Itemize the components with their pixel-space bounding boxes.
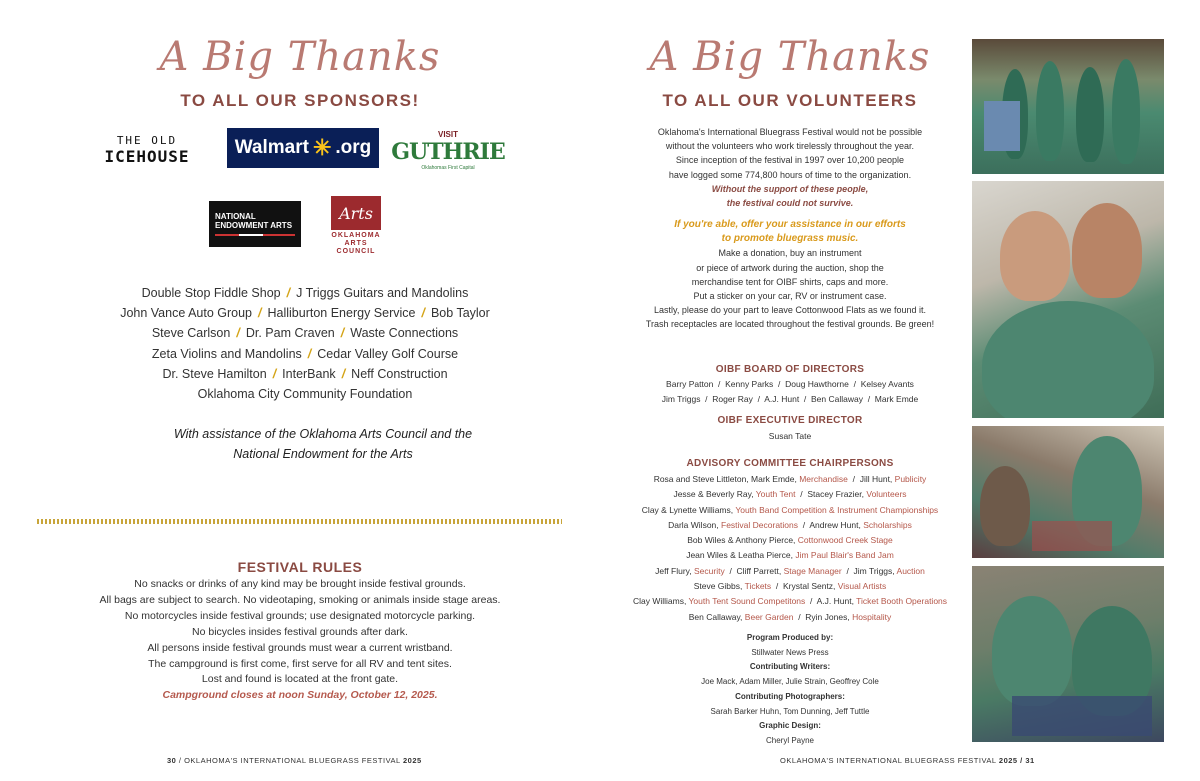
offer-callout [630,218,950,246]
program-credits [630,631,950,749]
committee-names: / Andrew Hunt, [798,519,864,530]
offer-line: Put a sticker on your car, RV or instrument case. [693,291,887,302]
board-lines [630,377,950,408]
dotted-divider [37,519,562,524]
exec-title: OIBF EXECUTIVE DIRECTOR [717,415,863,426]
intro-line: without the volunteers who work tirelessly throughout the year. [665,141,915,152]
sponsor-line [40,344,570,364]
left-page-number: 30 [167,756,177,765]
committee-role: Hospitality [852,611,892,622]
committee-role: Tickets [744,581,772,592]
credit-label: Graphic Design: [759,721,821,731]
oac-logo-mark: Arts [331,196,381,230]
oac-logo-line1: OKLAHOMA [331,232,381,239]
offer-line: Trash receptacles are located throughout the festival grounds. Be green! [645,319,935,330]
oac-logo-line3: COUNCIL [336,248,376,255]
icehouse-logo [88,132,206,168]
left-footer [167,756,422,765]
right-footer-year: 2025 [998,756,1018,765]
committee-names: Jeff Flury, [655,565,694,576]
offer-line: or piece of artwork during the auction, shop the [696,262,884,273]
slash-separator: / [286,286,291,300]
sponsor-name: Steve Carlson [151,326,231,341]
rule-line: No bicycles insides festival grounds after dark. [192,625,408,638]
intro-em-line: the festival could not survive. [726,198,854,209]
assistance-note [40,424,606,464]
committee-role: Merchandise [799,474,848,484]
credit-names: Cheryl Payne [765,735,815,745]
sponsor-line [40,384,570,404]
walmart-logo-text: Walmart [234,137,309,158]
volunteer-portrait-photo [972,181,1164,418]
advisory-line [630,518,950,533]
intro-lines [630,125,950,182]
sponsor-line [40,364,570,384]
offer-line: merchandise tent for OIBF shirts, caps and more. [691,276,889,287]
slash-separator: / [307,346,312,361]
credit-label: Contributing Photographers: [735,691,845,701]
committee-role: Jim Paul Blair's Band Jam [795,550,894,561]
advisory-line [630,503,950,518]
rule-line: All persons inside festival grounds must wear a current wristband. [147,641,453,654]
advisory-title: ADVISORY COMMITTEE CHAIRPERSONS [686,458,894,469]
committee-names: Jesse & Beverly Ray, [673,489,756,500]
walmart-org-logo [227,128,379,168]
festival-rules [40,577,560,704]
committee-names: Darla Wilson, [668,519,721,530]
volunteer-intro [630,125,950,210]
assistance-line-2: National Endowment for the Arts [233,447,413,461]
right-footer-text: OKLAHOMA'S INTERNATIONAL BLUEGRASS FESTIVAL [780,756,999,765]
committee-role: Youth Tent [755,489,796,500]
intro-line: have logged some 774,800 hours of time to the organization. [668,169,912,180]
sponsor-name: InterBank [282,366,336,381]
credit-label: Program Produced by: [746,633,834,642]
committee-role: Cottonwood Creek Stage [797,535,893,546]
rules-list [40,577,560,688]
intro-line: Oklahoma's International Bluegrass Festival would not be possible [657,127,923,137]
rules-closing: Campground closes at noon Sunday, October 12, 2025. [162,689,438,702]
sponsor-name: Dr. Steve Hamilton [162,366,267,381]
sponsor-name: Halliburton Energy Service [267,306,416,321]
sponsor-name: Bob Taylor [430,306,490,321]
advisory-line [630,472,950,487]
advisory-line [630,548,950,563]
oac-logo-text [331,232,380,256]
slash-separator: / [258,306,262,321]
committee-names: Steve Gibbs, [693,581,745,592]
sponsor-name: Cedar Valley Golf Course [317,346,459,361]
committee-names: / A.J. Hunt, [805,596,857,607]
guthrie-logo-name: GUTHRIE [391,138,505,165]
advisory-line [630,579,950,594]
rule-line: No motorcycles inside festival grounds; use designated motorcycle parking. [124,609,476,622]
nea-flag-bar [215,234,295,236]
walmart-spark-icon: ✳ [312,135,332,160]
committee-names: Ben Callaway, [688,611,745,622]
advisory-line [630,487,950,502]
committee-names: / Ryin Jones, [793,611,853,622]
committee-role: Auction [896,565,925,576]
sponsor-name: John Vance Auto Group [120,306,252,321]
advisory-line [630,610,950,625]
intro-emphasis [630,182,950,210]
committee-role: Youth Band Competition & Instrument Championships [735,504,939,515]
volunteers-subhead: TO ALL OUR VOLUNTEERS [662,91,918,110]
oac-logo-line2: ARTS [344,240,368,247]
committee-names: Clay Williams, [632,596,689,607]
festival-rules-title: FESTIVAL RULES [237,559,363,575]
sponsor-line [40,283,570,303]
sponsors-subhead: TO ALL OUR SPONSORS! [180,91,420,110]
committee-role: Youth Tent Sound Competitons [688,596,806,607]
intro-line: Since inception of the festival in 1997 over 10,200 people [675,155,905,166]
committee-names: / Jim Triggs, [841,565,897,576]
committee-names: / Cliff Parrett, [724,565,784,576]
board-title: OIBF BOARD OF DIRECTORS [715,364,865,375]
nea-logo [209,201,301,247]
icehouse-logo-big: ICEHOUSE [104,147,190,166]
advisory-lines [630,472,950,625]
sponsors-script-title: A Big Thanks [159,34,441,80]
oklahoma-arts-council-logo [330,194,382,258]
nea-logo-line2: ENDOWMENT ARTS [215,221,293,230]
rule-line: All bags are subject to search. No videotaping, smoking or animals inside stage areas. [99,593,501,606]
sponsor-name: J Triggs Guitars and Mandolins [296,286,469,300]
board-line: Jim Triggs / Roger Ray / A.J. Hunt / Ben Callaway / Mark Emde [661,394,919,405]
advisory-line [630,594,950,609]
icehouse-logo-small: THE OLD [116,134,178,147]
exec-name: Susan Tate [768,431,812,441]
offer-line: Lastly, please do your part to leave Cottonwood Flats as we found it. [654,305,926,316]
volunteer-group-photo [972,39,1164,174]
slash-separator: / [341,366,346,381]
rule-line: The campground is first come, first serve for all RV and tent sites. [148,657,452,670]
slash-separator: / [340,326,345,341]
offer-line: Make a donation, buy an instrument [718,248,862,259]
committee-role: Security [694,565,725,576]
committee-names: / Jill Hunt, [847,474,895,484]
committee-role: Stage Manager [783,565,842,576]
left-footer-text: / OKLAHOMA'S INTERNATIONAL BLUEGRASS FESTIVAL [176,756,403,765]
committee-names: Clay & Lynette Williams, [641,504,736,515]
sponsor-name: Zeta Violins and Mandolins [151,346,302,361]
rule-line: No snacks or drinks of any kind may be brought inside festival grounds. [134,578,466,590]
assistance-line-1: With assistance of the Oklahoma Arts Council and the [173,427,473,441]
committee-names: Rosa and Steve Littleton, Mark Emde, [653,474,800,484]
slash-separator: / [421,306,425,321]
volunteer-offer [630,218,950,332]
sponsor-line [40,323,570,343]
left-footer-year: 2025 [403,756,422,765]
credit-names: Joe Mack, Adam Miller, Julie Strain, Geoffrey Cole [701,677,879,687]
advisory-line [630,564,950,579]
credit-label: Contributing Writers: [749,662,831,672]
committee-role: Publicity [894,474,927,484]
rule-line: Lost and found is located at the front gate. [201,673,399,686]
right-page-number: / 31 [1017,756,1035,765]
offer-callout-line: If you're able, offer your assistance in our efforts [674,219,906,230]
sponsor-name: Waste Connections [350,326,459,341]
committee-role: Visual Artists [837,581,887,592]
committee-role: Festival Decorations [721,519,799,530]
committee-names: / Stacey Frazier, [795,489,867,500]
sponsor-line [40,303,570,323]
volunteer-activity-photo [972,566,1164,742]
sponsor-name: Neff Construction [351,366,448,381]
offer-callout-line: to promote bluegrass music. [721,233,859,245]
slash-separator: / [236,326,240,341]
advisory-line [630,533,950,548]
sponsor-name: Double Stop Fiddle Shop [141,286,281,300]
right-footer [780,756,1035,765]
sponsor-name: Dr. Pam Craven [245,326,335,341]
committee-names: Bob Wiles & Anthony Pierce, [687,535,798,546]
committee-role: Beer Garden [744,611,794,622]
credit-names: Stillwater News Press [751,647,829,657]
volunteers-script-title: A Big Thanks [649,34,931,80]
sponsor-name: Oklahoma City Community Foundation [197,387,413,402]
guthrie-logo-tagline: Oklahomas First Capital [421,164,475,171]
volunteer-crafts-photo [972,426,1164,558]
committee-names: Jean Wiles & Leatha Pierce, [686,550,796,561]
visit-guthrie-logo [391,124,505,176]
committee-role: Scholarships [863,519,912,530]
nea-logo-line1: NATIONAL [215,212,256,221]
committee-role: Ticket Booth Operations [856,596,948,607]
credit-names: Sarah Barker Huhn, Tom Dunning, Jeff Tuttle [710,706,870,716]
intro-em-line: Without the support of these people, [711,183,869,194]
guthrie-logo-visit: VISIT [437,129,458,139]
committee-role: Volunteers [866,489,907,500]
offer-lines [630,246,950,331]
slash-separator: / [272,366,277,381]
committee-names: / Krystal Sentz, [771,581,838,592]
walmart-logo-org: .org [335,137,372,158]
sponsor-list [40,283,570,404]
board-line: Barry Patton / Kenny Parks / Doug Hawthorne / Kelsey Avants [666,379,914,389]
